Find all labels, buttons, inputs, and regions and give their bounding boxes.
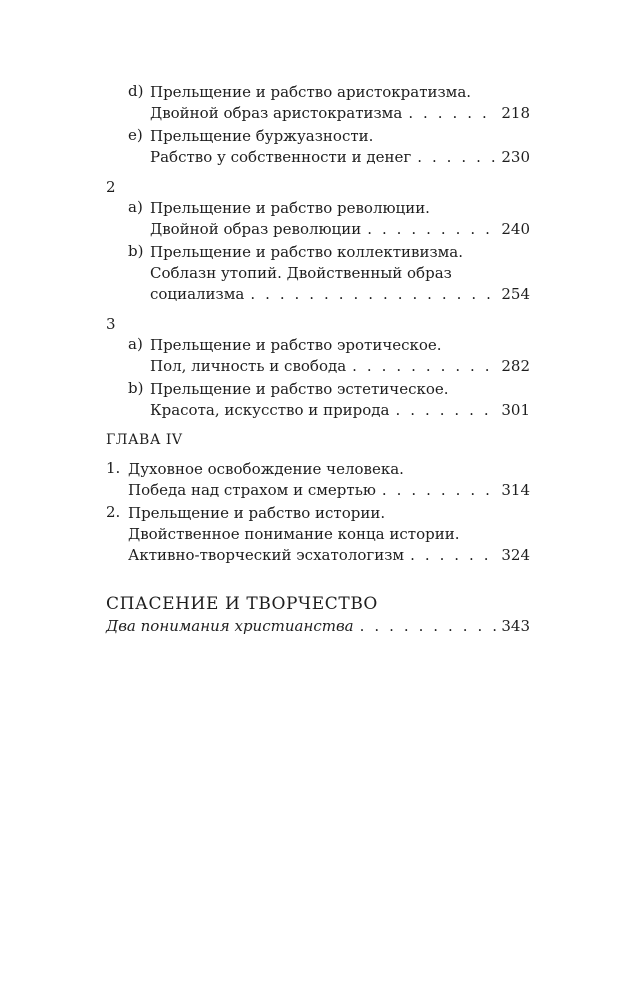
entry-letter: e) [128,126,143,144]
toc-entry-3a [128,335,530,377]
toc-group-part1 [106,82,530,168]
page-number: 230 [501,148,530,166]
entry-leader-line [150,219,530,240]
page-number: 314 [501,481,530,499]
dot-leader [408,103,498,124]
page-number: 301 [501,401,530,419]
toc-entry-ch4-2 [106,503,530,566]
dot-leader [352,356,498,377]
dot-leader [250,284,498,305]
toc-entry-3b [128,379,530,421]
entry-title-line: Двойственное понимание конца истории. [128,525,460,543]
entry-title: Активно-творческий эсхатологизм [128,546,405,564]
entry-title: социализма [150,285,245,303]
entry-title-line: Духовное освобождение человека. [128,460,404,478]
entry-leader-line [150,103,530,124]
dot-leader [410,545,498,566]
entry-leader-line [150,400,530,421]
page-number: 240 [501,220,530,238]
page-number: 254 [501,285,530,303]
page-number: 324 [501,546,530,564]
toc-entry-ch4-1 [106,459,530,501]
page-number: 218 [501,104,530,122]
dot-leader [417,147,498,168]
entry-title-line: Прельщение и рабство аристократизма. [150,83,472,101]
table-of-contents [106,82,530,637]
toc-appendix [106,592,530,637]
entry-title-line: Прельщение и рабство эстетическое. [150,380,449,398]
entry-number: 1. [106,459,121,477]
entry-title: Победа над страхом и смертью [128,481,376,499]
section-number: 2 [106,178,116,196]
entry-letter: a) [128,198,143,216]
dot-leader [382,480,498,501]
toc-entry-e [128,126,530,168]
entry-title-line: Прельщение и рабство истории. [128,504,386,522]
entry-title-line: Прельщение буржуазности. [150,127,374,145]
entry-leader-line [150,284,530,305]
entry-letter: d) [128,82,144,100]
toc-section-2 [106,177,530,305]
toc-entry-2b [128,242,530,305]
entry-title-line: Прельщение и рабство эротическое. [150,336,442,354]
appendix-heading: СПАСЕНИЕ И ТВОРЧЕСТВО [106,594,378,614]
entry-letter: b) [128,379,144,397]
entry-leader-line [128,480,530,501]
toc-entry-d [128,82,530,124]
dot-leader [395,400,498,421]
page-number: 343 [501,617,530,635]
entry-title-line: Прельщение и рабство революции. [150,199,430,217]
dot-leader [367,219,498,240]
section-number: 3 [106,315,116,333]
entry-title: Пол, личность и свобода [150,357,347,375]
entry-letter: a) [128,335,143,353]
entry-title-line: Соблазн утопий. Двойственный образ [150,264,452,282]
toc-entry-2a [128,198,530,240]
toc-chapter-4 [106,430,530,566]
entry-number: 2. [106,503,121,521]
entry-title: Рабство у собственности и денег [150,148,412,166]
dot-leader [360,616,499,637]
entry-title: Двойной образ аристократизма [150,104,403,122]
entry-letter: b) [128,242,144,260]
entry-title: Двойной образ революции [150,220,362,238]
page-number: 282 [501,357,530,375]
entry-leader-line [150,147,530,168]
entry-title-line: Прельщение и рабство коллективизма. [150,243,464,261]
toc-section-3 [106,314,530,421]
chapter-heading: ГЛАВА IV [106,432,183,448]
entry-title: Два понимания христианства [106,617,354,635]
entry-leader-line [150,356,530,377]
entry-title: Красота, искусство и природа [150,401,390,419]
appendix-entry [106,616,530,637]
entry-leader-line [128,545,530,566]
